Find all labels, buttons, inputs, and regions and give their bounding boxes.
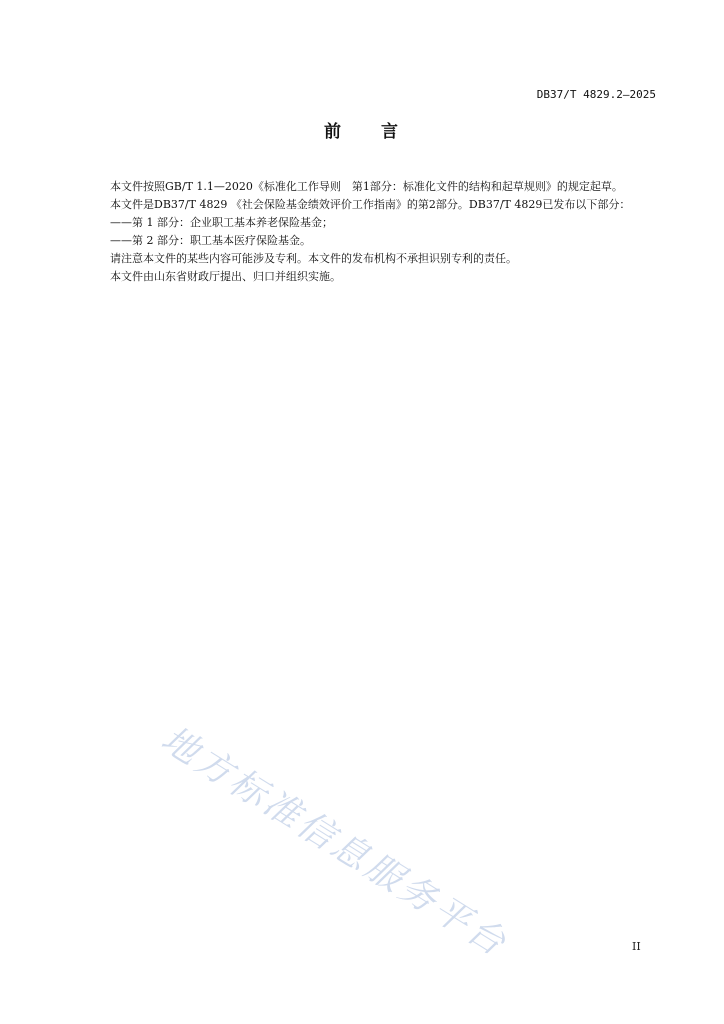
paragraph-proposer: 本文件由山东省财政厅提出、归口并组织实施。: [110, 270, 341, 283]
standard-code: DB37/T 4829.2—2025: [536, 88, 656, 101]
watermark-text: 地方标准信息服务平台: [154, 718, 515, 966]
foreword-body: [86, 178, 658, 286]
page-number: II: [632, 940, 641, 953]
paragraph-drafting-basis: 本文件按照GB/T 1.1—2020《标准化工作导则 第1部分：标准化文件的结构和起草规则》的规定起草。: [110, 180, 623, 193]
paragraph-patent-notice: 请注意本文件的某些内容可能涉及专利。本文件的发布机构不承担识别专利的责任。: [110, 252, 517, 265]
paragraph-series-intro: 本文件是DB37/T 4829 《社会保险基金绩效评价工作指南》的第2部分。DB37/T 4829已发布以下部分：: [110, 198, 631, 211]
list-item-part-1: ——第 1 部分：企业职工基本养老保险基金；: [110, 216, 333, 229]
list-item-part-2: ——第 2 部分：职工基本医疗保险基金。: [110, 234, 311, 247]
page-title: 前 言: [324, 122, 400, 142]
